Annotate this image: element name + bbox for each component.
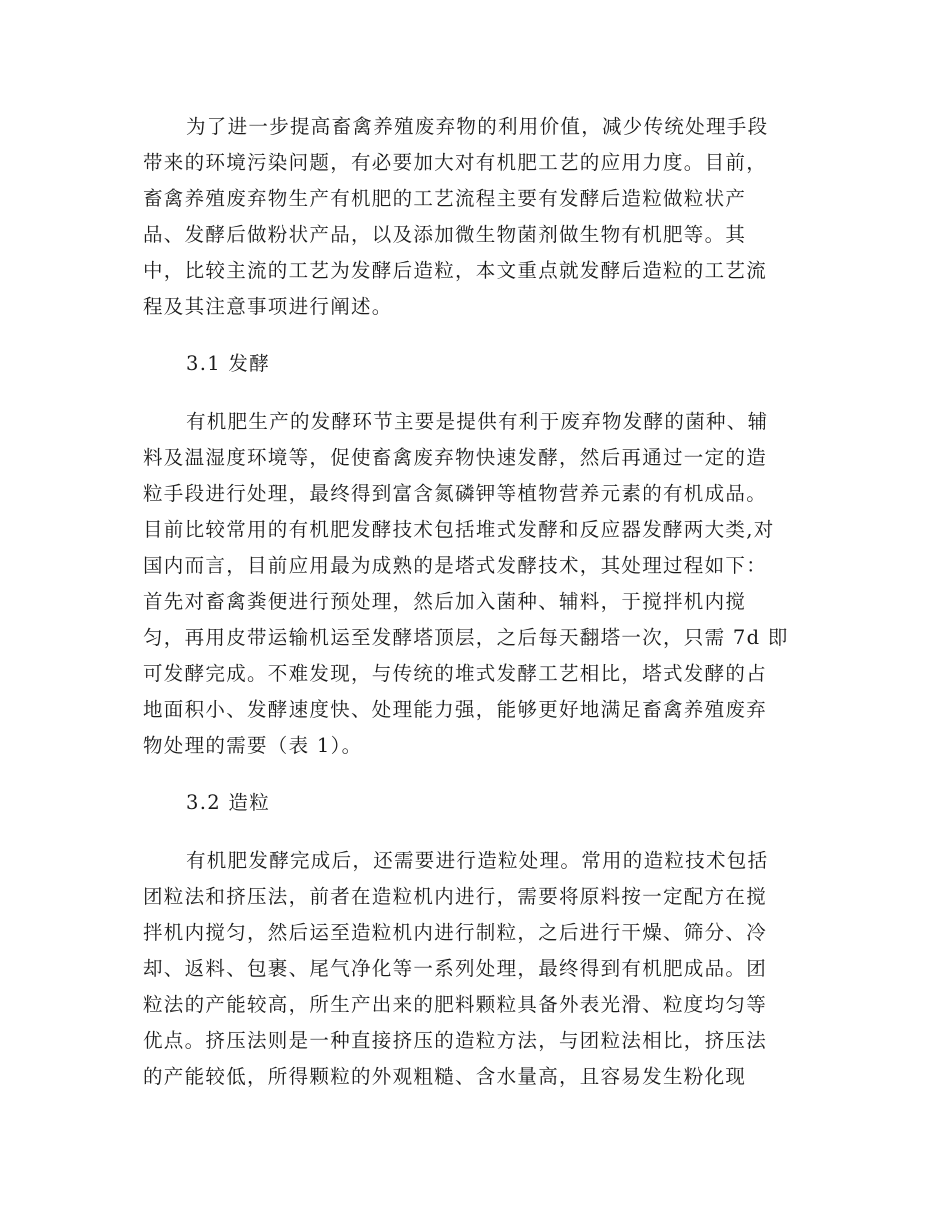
paragraph-2-line: 有机肥生产的发酵环节主要是提供有利于废弃物发酵的菌种、辅 [186,410,769,433]
paragraph-1-line: 中，比较主流的工艺为发酵后造粒，本文重点就发酵后造粒的工艺流 [143,259,768,282]
section-heading-granulation: 3.2 造粒 [186,791,271,814]
paragraph-2-line: 料及温湿度环境等，促使畜禽废弃物快速发酵，然后再通过一定的造 [143,446,768,469]
paragraph-1-line: 畜禽养殖废弃物生产有机肥的工艺流程主要有发酵后造粒做粒状产 [143,187,747,210]
paragraph-2-line: 物处理的需要（表 1）。 [143,734,363,757]
paragraph-1-line: 为了进一步提高畜禽养殖废弃物的利用价值，减少传统处理手段 [186,115,769,138]
paragraph-2-line: 地面积小、发酵速度快、处理能力强，能够更好地满足畜禽养殖废弃 [143,698,768,721]
section-heading-fermentation: 3.1 发酵 [186,352,271,375]
paragraph-3-line: 却、返料、包裹、尾气净化等一系列处理，最终得到有机肥成品。团 [143,957,768,980]
paragraph-3-line: 团粒法和挤压法，前者在造粒机内进行，需要将原料按一定配方在搅 [143,885,768,908]
paragraph-2-line: 粒手段进行处理，最终得到富含氮磷钾等植物营养元素的有机成品。 [143,482,768,505]
paragraph-1-line: 程及其注意事项进行阐述。 [143,295,393,318]
paragraph-2-line: 首先对畜禽粪便进行预处理，然后加入菌种、辅料，于搅拌机内搅 [143,590,747,613]
paragraph-1-line: 品、发酵后做粉状产品，以及添加微生物菌剂做生物有机肥等。其 [143,223,747,246]
paragraph-3-line: 有机肥发酵完成后，还需要进行造粒处理。常用的造粒技术包括 [186,849,769,872]
paragraph-2-line: 匀，再用皮带运输机运至发酵塔顶层，之后每天翻塔一次，只需 7d 即 [143,626,789,649]
paragraph-1-line: 带来的环境污染问题，有必要加大对有机肥工艺的应用力度。目前， [143,151,768,174]
paragraph-3-line: 优点。挤压法则是一种直接挤压的造粒方法，与团粒法相比，挤压法 [143,1029,768,1052]
paragraph-3-line: 粒法的产能较高，所生产出来的肥料颗粒具备外表光滑、粒度均匀等 [143,993,768,1016]
paragraph-2-line: 目前比较常用的有机肥发酵技术包括堆式发酵和反应器发酵两大类,对 [143,518,775,541]
paragraph-3-line: 拌机内搅匀，然后运至造粒机内进行制粒，之后进行干燥、筛分、冷 [143,921,768,944]
paragraph-2-line: 国内而言，目前应用最为成熟的是塔式发酵技术，其处理过程如下： [143,554,768,577]
paragraph-3-line: 的产能较低，所得颗粒的外观粗糙、含水量高，且容易发生粉化现 [143,1065,747,1088]
paragraph-2-line: 可发酵完成。不难发现，与传统的堆式发酵工艺相比，塔式发酵的占 [143,662,768,685]
